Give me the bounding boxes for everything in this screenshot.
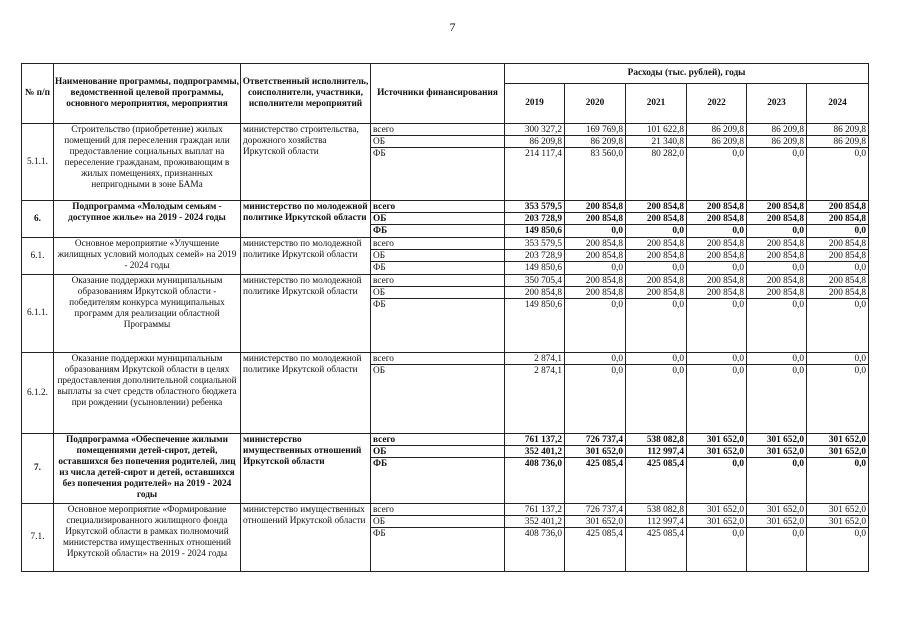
expense-value: 86 209,8 (807, 136, 868, 148)
expense-value: 200 854,8 (565, 201, 625, 213)
year-values (565, 434, 626, 504)
row-responsible: министерство имущественных отношений Иркутской области (241, 434, 371, 504)
expense-value: 0,0 (854, 529, 867, 539)
expense-value: 86 209,8 (687, 136, 746, 148)
expense-value: 200 854,8 (565, 275, 625, 287)
expense-value: 408 736,0 (524, 459, 562, 469)
year-values (565, 201, 626, 238)
expense-value: 200 854,8 (807, 238, 868, 250)
source-label: ОБ (371, 213, 504, 225)
expense-value: 425 085,4 (646, 459, 684, 469)
expense-value: 200 854,8 (565, 250, 625, 262)
expense-value: 0,0 (854, 459, 867, 469)
source-label: всего (371, 353, 504, 365)
expense-value: 200 854,8 (747, 238, 806, 250)
year-values (505, 124, 565, 201)
year-values (505, 201, 565, 238)
row-sources (371, 238, 505, 275)
year-values (505, 275, 565, 353)
col-header-name: Наименование программы, подпрограммы, ведомственной целевой программы, основного мероприятия, мероприятия (54, 64, 241, 124)
expense-value: 0,0 (672, 263, 684, 273)
expense-value: 0,0 (687, 353, 746, 365)
table-row (22, 434, 869, 504)
year-values (807, 201, 869, 238)
expense-value: 301 652,0 (747, 446, 806, 458)
expense-value: 761 137,2 (505, 504, 564, 516)
expense-value: 0,0 (732, 459, 744, 469)
row-sources (371, 201, 505, 238)
year-values (565, 238, 626, 275)
expense-value: 0,0 (672, 366, 684, 376)
row-number: 7. (22, 434, 54, 504)
table-row (22, 353, 869, 434)
expense-value: 0,0 (854, 226, 867, 236)
table-row (22, 124, 869, 201)
expense-value: 0,0 (732, 149, 744, 159)
year-values (687, 201, 747, 238)
expense-value: 200 854,8 (626, 275, 686, 287)
table-row (22, 504, 869, 572)
year-values (565, 275, 626, 353)
expense-value: 425 085,4 (585, 459, 623, 469)
expense-value: 301 652,0 (807, 516, 868, 528)
expense-value: 0,0 (611, 226, 623, 236)
year-values (505, 504, 565, 572)
year-values (687, 238, 747, 275)
expense-value: 2 874,1 (534, 366, 562, 376)
expense-value: 301 652,0 (747, 434, 806, 446)
expense-value: 0,0 (732, 529, 744, 539)
expense-value: 301 652,0 (687, 446, 746, 458)
year-values (807, 353, 869, 434)
expense-value: 0,0 (732, 300, 744, 310)
expense-value: 200 854,8 (747, 287, 806, 299)
expense-value: 112 997,4 (626, 446, 686, 458)
source-label: ОБ (371, 250, 504, 262)
year-values (687, 124, 747, 201)
year-values (687, 275, 747, 353)
expense-value: 200 854,8 (687, 275, 746, 287)
expense-value: 200 854,8 (747, 213, 806, 225)
expense-value: 353 579,5 (505, 201, 564, 213)
expense-value: 200 854,8 (626, 238, 686, 250)
expense-value: 200 854,8 (747, 201, 806, 213)
row-name: Строительство (приобретение) жилых помещений для переселения граждан или предоставление социальных выплат на переселение гражданам, проживающим в жилых помещениях, признанных непригодными в зоне БАМа (54, 124, 241, 201)
row-responsible: министерство по молодежной политике Иркутской области (241, 238, 371, 275)
page-number: 7 (449, 20, 456, 34)
expense-value: 169 769,8 (565, 124, 625, 136)
expense-value: 0,0 (611, 263, 623, 273)
expense-value: 301 652,0 (747, 516, 806, 528)
expense-value: 0,0 (792, 529, 804, 539)
expense-value: 301 652,0 (687, 516, 746, 528)
expense-value: 86 209,8 (747, 124, 806, 136)
year-values (807, 275, 869, 353)
year-values (565, 124, 626, 201)
expense-value: 86 209,8 (505, 136, 564, 148)
source-label: ОБ (373, 366, 386, 376)
year-values (505, 353, 565, 434)
expense-value: 300 327,2 (505, 124, 564, 136)
expense-value: 761 137,2 (505, 434, 564, 446)
year-values (505, 434, 565, 504)
expense-value: 350 705,4 (505, 275, 564, 287)
expense-value: 200 854,8 (687, 287, 746, 299)
year-values (747, 434, 807, 504)
source-label: ФБ (373, 263, 386, 273)
expense-value: 0,0 (792, 149, 804, 159)
year-values (626, 124, 687, 201)
row-responsible: министерство строительства, дорожного хозяйства Иркутской области (241, 124, 371, 201)
expense-value: 200 854,8 (687, 238, 746, 250)
year-values (747, 275, 807, 353)
expense-value: 0,0 (732, 366, 744, 376)
expense-value: 301 652,0 (565, 516, 625, 528)
expense-value: 352 401,2 (505, 516, 564, 528)
row-sources (371, 434, 505, 504)
expense-value: 0,0 (807, 353, 868, 365)
expense-value: 86 209,8 (687, 124, 746, 136)
expense-value: 726 737,4 (565, 434, 625, 446)
row-number: 5.1.1. (22, 124, 54, 201)
expense-value: 0,0 (792, 226, 804, 236)
expense-value: 352 401,2 (505, 446, 564, 458)
expense-value: 0,0 (792, 459, 804, 469)
table-row (22, 275, 869, 353)
table-row (22, 238, 869, 275)
expense-value: 0,0 (672, 226, 684, 236)
expense-value: 0,0 (854, 149, 867, 159)
source-label: всего (371, 275, 504, 287)
source-label: ОБ (371, 287, 504, 299)
year-values (807, 238, 869, 275)
source-label: всего (371, 504, 504, 516)
expense-value: 0,0 (854, 263, 867, 273)
col-header-year: 2023 (747, 84, 807, 124)
expense-value: 425 085,4 (646, 529, 684, 539)
year-values (807, 434, 869, 504)
year-values (626, 353, 687, 434)
row-name: Основное мероприятие «Формирование специализированного жилищного фонда Иркутской области в рамках полномочий министерства имущественных отношений Иркутской области» на 2019 - 2024 годы (54, 504, 241, 572)
expense-value: 0,0 (854, 366, 867, 376)
expense-value: 301 652,0 (807, 446, 868, 458)
expense-value: 214 117,4 (525, 149, 562, 159)
expense-value: 101 622,8 (626, 124, 686, 136)
expense-value: 2 874,1 (505, 353, 564, 365)
year-values (565, 504, 626, 572)
year-values (747, 201, 807, 238)
row-sources (371, 275, 505, 353)
col-header-number: № п/п (22, 64, 54, 124)
row-number: 6.1.2. (22, 353, 54, 434)
row-responsible: министерство по молодежной политике Иркутской области (241, 353, 371, 434)
year-values (626, 201, 687, 238)
expense-value: 0,0 (732, 263, 744, 273)
expense-value: 149 850,6 (524, 263, 562, 273)
expense-value: 203 728,9 (505, 250, 564, 262)
row-name: Оказание поддержки муниципальным образованиям Иркутской области - победителям конкурса муниципальных программ для реализации областной Программы (54, 275, 241, 353)
expense-value: 301 652,0 (687, 434, 746, 446)
expense-value: 80 282,0 (651, 149, 684, 159)
expense-value: 0,0 (854, 300, 867, 310)
expense-value: 0,0 (792, 366, 804, 376)
expense-value: 0,0 (626, 353, 686, 365)
expense-value: 200 854,8 (687, 201, 746, 213)
year-values (565, 353, 626, 434)
source-label: ОБ (371, 446, 504, 458)
expense-value: 200 854,8 (747, 275, 806, 287)
expense-value: 301 652,0 (687, 504, 746, 516)
expense-value: 0,0 (792, 300, 804, 310)
expense-value: 200 854,8 (807, 201, 868, 213)
expense-value: 301 652,0 (807, 504, 868, 516)
year-values (626, 275, 687, 353)
row-number: 6. (22, 201, 54, 238)
expense-value: 200 854,8 (626, 213, 686, 225)
expense-value: 353 579,5 (505, 238, 564, 250)
year-values (687, 504, 747, 572)
year-values (747, 504, 807, 572)
source-label: ОБ (371, 136, 504, 148)
row-name: Подпрограмма «Обеспечение жилыми помещениями детей-сирот, детей, оставшихся без попечения родителей, лиц из числа детей-сирот и детей, оставшихся без попечения родителей» на 2019 - 2024 годы (54, 434, 241, 504)
expense-value: 425 085,4 (585, 529, 623, 539)
expense-value: 200 854,8 (807, 275, 868, 287)
year-values (687, 434, 747, 504)
expense-value: 0,0 (732, 226, 744, 236)
col-header-source: Источники финансирования (371, 64, 505, 124)
year-values (747, 238, 807, 275)
expense-value: 200 854,8 (687, 213, 746, 225)
expense-value: 538 082,8 (626, 434, 686, 446)
expense-value: 200 854,8 (807, 287, 868, 299)
row-number: 6.1.1. (22, 275, 54, 353)
row-sources (371, 353, 505, 434)
expense-value: 200 854,8 (626, 201, 686, 213)
expense-value: 200 854,8 (565, 238, 625, 250)
col-header-responsible: Ответственный исполнитель, соисполнители, участники, исполнители мероприятий (241, 64, 371, 124)
expense-value: 0,0 (611, 300, 623, 310)
expense-value: 408 736,0 (524, 529, 562, 539)
expense-value: 200 854,8 (565, 287, 625, 299)
expense-value: 200 854,8 (807, 250, 868, 262)
row-name: Подпрограмма «Молодым семьям - доступное жилье» на 2019 - 2024 годы (54, 201, 241, 238)
year-values (747, 124, 807, 201)
expense-value: 149 850,6 (524, 300, 562, 310)
expense-value: 200 854,8 (687, 250, 746, 262)
expense-value: 0,0 (672, 300, 684, 310)
expense-value: 200 854,8 (505, 287, 564, 299)
expense-value: 200 854,8 (626, 287, 686, 299)
year-values (807, 504, 869, 572)
source-label: всего (371, 124, 504, 136)
source-label: ФБ (373, 300, 386, 310)
source-label: всего (371, 201, 504, 213)
source-label: всего (371, 238, 504, 250)
row-sources (371, 504, 505, 572)
col-header-year: 2020 (565, 84, 626, 124)
budget-table (21, 63, 869, 572)
row-responsible: министерство по молодежной политике Иркутской области (241, 201, 371, 238)
expense-value: 83 560,0 (590, 149, 623, 159)
year-values (747, 353, 807, 434)
source-label: всего (371, 434, 504, 446)
row-name: Основное мероприятие «Улучшение жилищных условий молодых семей» на 2019 - 2024 годы (54, 238, 241, 275)
expense-value: 203 728,9 (505, 213, 564, 225)
expense-value: 0,0 (565, 353, 625, 365)
col-header-expenses: Расходы (тыс. рублей), годы (505, 64, 869, 84)
expense-value: 301 652,0 (807, 434, 868, 446)
expense-value: 86 209,8 (747, 136, 806, 148)
year-values (807, 124, 869, 201)
expense-value: 112 997,4 (626, 516, 686, 528)
expense-value: 200 854,8 (565, 213, 625, 225)
source-label: ОБ (371, 516, 504, 528)
expense-value: 0,0 (747, 353, 806, 365)
col-header-year: 2024 (807, 84, 869, 124)
expense-value: 538 082,8 (626, 504, 686, 516)
expense-value: 0,0 (611, 366, 623, 376)
year-values (626, 504, 687, 572)
col-header-year: 2022 (687, 84, 747, 124)
expense-value: 21 340,8 (626, 136, 686, 148)
table-row (22, 201, 869, 238)
col-header-year: 2019 (505, 84, 565, 124)
year-values (626, 238, 687, 275)
row-number: 6.1. (22, 238, 54, 275)
col-header-year: 2021 (626, 84, 687, 124)
source-label: ФБ (373, 529, 386, 539)
row-responsible: министерство имущественных отношений Иркутской области (241, 504, 371, 572)
row-responsible: министерство по молодежной политике Иркутской области (241, 275, 371, 353)
year-values (626, 434, 687, 504)
expense-value: 200 854,8 (747, 250, 806, 262)
source-label: ФБ (373, 149, 386, 159)
expense-value: 149 850,6 (524, 226, 562, 236)
year-values (505, 238, 565, 275)
expense-value: 301 652,0 (565, 446, 625, 458)
row-name: Оказание поддержки муниципальным образованиям Иркутской области в целях предоставления дополнительной социальной выплаты за счет средств областного бюджета при рождении (усыновлении) ребенка (54, 353, 241, 434)
source-label: ФБ (373, 226, 388, 236)
row-sources (371, 124, 505, 201)
expense-value: 86 209,8 (565, 136, 625, 148)
source-label: ФБ (373, 459, 388, 469)
year-values (687, 353, 747, 434)
expense-value: 0,0 (792, 263, 804, 273)
expense-value: 86 209,8 (807, 124, 868, 136)
expense-value: 726 737,4 (565, 504, 625, 516)
expense-value: 301 652,0 (747, 504, 806, 516)
row-number: 7.1. (22, 504, 54, 572)
expense-value: 200 854,8 (626, 250, 686, 262)
expense-value: 200 854,8 (807, 213, 868, 225)
